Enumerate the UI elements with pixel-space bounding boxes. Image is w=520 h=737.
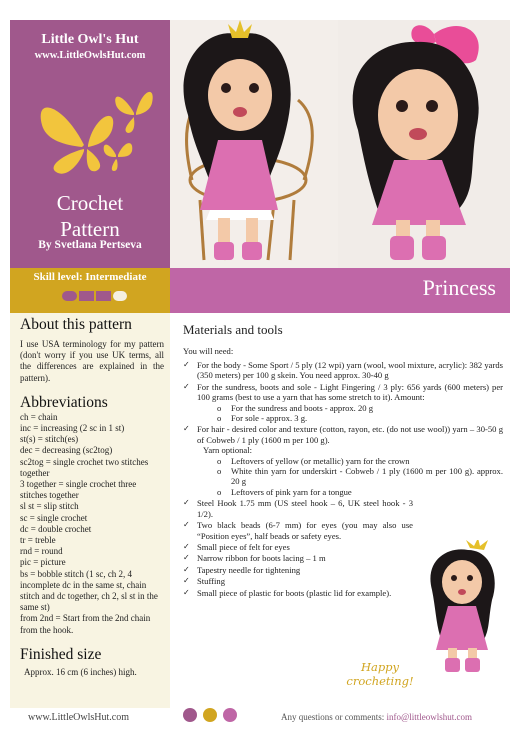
- sub-item-text: White thin yarn for underskirt - Cobweb / 1 ply (1600 m per 100 g). approx. 20 g: [231, 466, 503, 487]
- dot-purple: [183, 708, 197, 722]
- abbreviation-item: sl st = slip stitch: [20, 501, 79, 512]
- abbreviation-item: st(s) = stitch(es): [20, 434, 79, 445]
- tool-text: Tapestry needle for tightening: [197, 564, 301, 575]
- tool-item: [183, 553, 413, 563]
- sub-item: o Leftovers of pink yarn for a tongue: [217, 486, 352, 497]
- contact-email[interactable]: info@littleowlshut.com: [386, 712, 473, 722]
- materials-heading: Materials and tools: [183, 322, 283, 337]
- check-icon: ✓: [183, 381, 190, 391]
- doll-photo-chair: [170, 20, 338, 268]
- finished-size-text: Approx. 16 cm (6 inches) high.: [24, 666, 137, 677]
- pattern-name: Princess: [422, 275, 496, 300]
- check-icon: ✓: [183, 520, 190, 530]
- finished-size-heading: Finished size: [20, 645, 102, 663]
- sub-item-text: For sole - approx. 3 g.: [231, 413, 308, 424]
- you-will-need: You will need:: [183, 346, 234, 356]
- happy-line1: Happy: [360, 660, 400, 674]
- abbreviation-item: dec = decreasing (sc2tog): [20, 445, 113, 456]
- check-icon: ✓: [183, 553, 190, 563]
- material-text: For the sundress, boots and sole - Light Fingering / 3 ply: 656 yards (600 meters) per 100 grams (best to use a yarn that has some stretch to it). Amount:: [197, 381, 503, 403]
- material-text: For hair - desired color and texture (cotton, rayon, etc. (do not use wool)) yarn – 30-50 g of Cobweb / 1 ply (1600 m per 100 g).: [197, 424, 503, 445]
- abbreviation-item: from 2nd = Start from the 2nd chain from the hook.: [20, 613, 151, 635]
- tool-text: Narrow ribbon for boots lacing – 1 m: [197, 553, 326, 564]
- abbreviation-item: dc = double crochet: [20, 523, 92, 534]
- abbreviation-item: pic = picture: [20, 557, 66, 568]
- yarn-optional-label: Yarn optional:: [203, 445, 253, 456]
- material-item: [183, 382, 503, 424]
- material-item: [183, 360, 503, 381]
- abbreviations-list: [20, 412, 164, 636]
- abbreviation-item: sc = single crochet: [20, 512, 88, 523]
- dot-pink: [223, 708, 237, 722]
- footer-dots: [183, 708, 243, 724]
- sub-item: o White thin yarn for underskirt - Cobweb / 1 ply (1600 m per 100 g). approx. 20 g: [217, 466, 503, 487]
- material-item: [183, 424, 503, 497]
- happy-line2: crocheting!: [346, 674, 414, 688]
- check-icon: ✓: [183, 576, 190, 586]
- sub-item-text: For the sundress and boots - approx. 20 g: [231, 402, 374, 413]
- pattern-title-line1: Crochet: [56, 191, 124, 215]
- tool-text: Steel Hook 1.75 mm (US steel hook – 6, UK steel hook - 3 1/2).: [197, 498, 413, 519]
- check-icon: ✓: [183, 498, 190, 508]
- abbreviation-item: sc2tog = single crochet two stitches together: [20, 456, 149, 478]
- check-icon: ✓: [183, 360, 190, 369]
- sub-item-text: Leftovers of yellow (or metallic) yarn for the crown: [231, 455, 410, 466]
- abbreviation-item: ch = chain: [20, 411, 58, 422]
- optional-sublist: [217, 456, 503, 498]
- tool-text: Two black beads (6-7 mm) for eyes (you may also use “Position eyes”, half beads or safety eyes.: [197, 520, 413, 541]
- pattern-title-line2: Pattern: [60, 217, 120, 241]
- check-icon: ✓: [183, 587, 190, 597]
- doll-photo-small: [418, 540, 503, 675]
- check-icon: ✓: [183, 424, 190, 434]
- sub-item-text: Leftovers of pink yarn for a tongue: [231, 486, 352, 497]
- info-sidebar: [10, 313, 170, 708]
- tool-item: [183, 565, 413, 575]
- sub-item: o For the sundress and boots - approx. 20 g: [217, 402, 374, 413]
- skill-meter-icon: [60, 290, 140, 302]
- brand-panel: [10, 20, 170, 268]
- tool-text: Small piece of plastic for boots (plastic lid for example).: [197, 587, 392, 598]
- check-icon: ✓: [183, 564, 190, 574]
- brand-name: Little Owl's Hut: [41, 32, 139, 47]
- footer-url[interactable]: www.LittleOwlsHut.com: [28, 712, 130, 723]
- skill-level-label: Skill level: Intermediate: [33, 271, 147, 283]
- tool-text: Small piece of felt for eyes: [197, 541, 290, 552]
- tool-item: [183, 576, 413, 586]
- doll-photo-standing: [338, 20, 510, 268]
- sundress-sublist: [217, 403, 503, 424]
- pattern-name-bar: [170, 268, 510, 313]
- tool-item: [183, 498, 413, 519]
- abbreviation-item: bs = bobble stitch (1 sc, ch 2, 4 incomplete dc in the same st, chain stitch and dc together, ch 2, sl st in the same st): [20, 568, 158, 613]
- abbreviation-item: rnd = round: [20, 546, 63, 557]
- tool-item: [183, 588, 413, 598]
- pattern-title: [10, 190, 170, 242]
- about-heading: About this pattern: [20, 316, 132, 333]
- abbreviations-heading: Abbreviations: [20, 393, 108, 411]
- brand-url[interactable]: www.LittleOwlsHut.com: [34, 50, 146, 61]
- about-text: I use USA terminology for my pattern (don't worry if you use UK terms, all the differences are explained in the pattern).: [20, 339, 164, 383]
- tool-item: [183, 542, 413, 552]
- sub-item: o For sole - approx. 3 g.: [217, 413, 308, 424]
- skill-bar: [10, 268, 170, 313]
- contact-label: Any questions or comments:: [281, 712, 387, 722]
- abbreviation-item: 3 together = single crochet three stitches together: [20, 479, 137, 501]
- butterfly-icon: [24, 75, 159, 175]
- footer-contact: [281, 712, 472, 722]
- happy-crocheting: [340, 660, 420, 688]
- dot-gold: [203, 708, 217, 722]
- sub-item: o Leftovers of yellow (or metallic) yarn for the crown: [217, 455, 410, 466]
- tool-text: Stuffing: [197, 576, 226, 587]
- abbreviation-item: tr = treble: [20, 535, 56, 546]
- tool-item: [183, 520, 413, 541]
- abbreviation-item: inc = increasing (2 sc in 1 st): [20, 423, 125, 434]
- check-icon: ✓: [183, 541, 190, 551]
- author-line: By Svetlana Pertseva: [38, 239, 142, 251]
- material-text: For the body - Some Sport / 5 ply (12 wpi) yarn (wool, wool mixture, acrylic): 382 yards (350 meters) per 100 g skein. You need approx. 30-40 g: [197, 360, 503, 381]
